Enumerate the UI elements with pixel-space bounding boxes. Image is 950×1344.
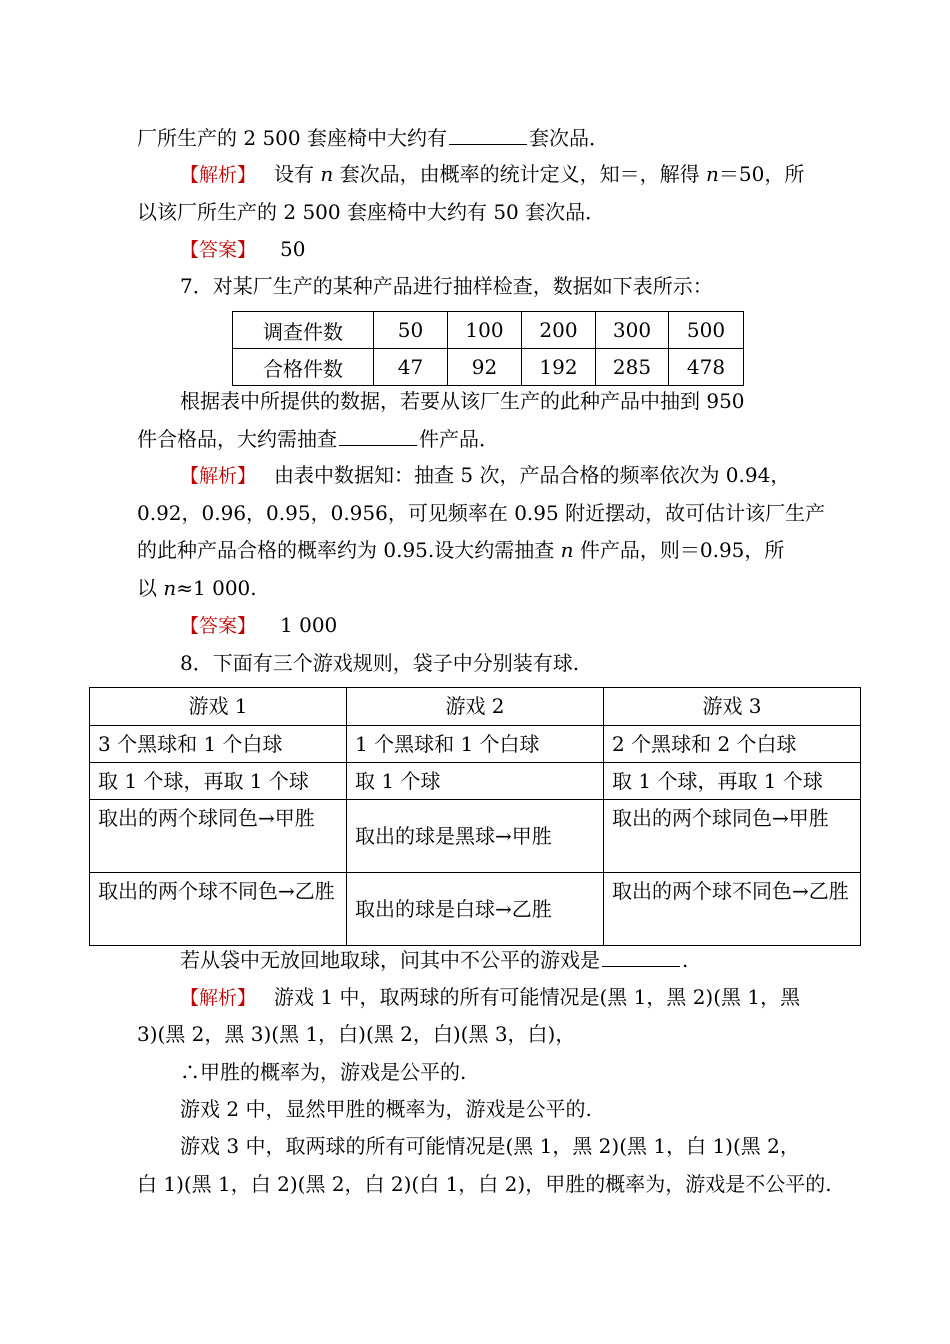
q6-question-text: 厂所生产的 2 500 套座椅中大约有 [137, 126, 447, 150]
table-cell: 100 [448, 312, 522, 349]
table-row-header: 调查件数 [233, 312, 374, 349]
var-n: n [560, 538, 574, 562]
q6-jiexi-line2: 以该厂所生产的 2 500 套座椅中大约有 50 套次品． [137, 200, 606, 224]
q7-jiexi-text: 由表中数据知：抽查 5 次，产品合格的频率依次为 0.94， [274, 463, 791, 487]
table-header: 游戏 1 [90, 688, 347, 726]
q7-jiexi-text-b: ≈1 000. [176, 576, 257, 600]
q7-jiexi-text-a: 的此种产品合格的概率约为 0.95.设大约需抽查 [137, 538, 561, 562]
table-cell: 478 [669, 349, 744, 386]
table-cell: 取 1 个球，再取 1 个球 [90, 763, 347, 800]
q6-question-line [137, 124, 609, 151]
var-n: n [320, 162, 334, 186]
table-cell: 取出的两个球同色→甲胜 [604, 800, 861, 873]
table-cell: 取出的两个球同色→甲胜 [90, 800, 347, 873]
q6-jiexi-line1 [180, 161, 804, 188]
q7-jiexi-text-a: 以 [137, 576, 164, 600]
q6-answer-line [180, 236, 305, 263]
q8-jiexi-line3: ∴甲胜的概率为，游戏是公平的. [180, 1060, 467, 1084]
q8-question [180, 946, 688, 973]
table-cell: 300 [596, 312, 669, 349]
table-header: 游戏 3 [604, 688, 861, 726]
q7-data-table [232, 311, 744, 386]
q7-question-text: 件合格品，大约需抽查 [137, 427, 337, 451]
q7-answer-value: 1 000 [280, 613, 338, 637]
table-cell: 92 [448, 349, 522, 386]
q6-question-end: 套次品． [528, 126, 609, 150]
table-row-header: 合格件数 [233, 349, 374, 386]
table-row [90, 800, 861, 873]
table-row [233, 312, 744, 349]
answer-label: 【答案】 [180, 615, 257, 637]
q7-jiexi-line4 [137, 575, 257, 601]
q8-games-table [89, 687, 861, 946]
table-cell: 50 [374, 312, 448, 349]
table-cell: 取出的球是白球→乙胜 [347, 873, 604, 946]
table-cell: 取出的两个球不同色→乙胜 [90, 873, 347, 946]
q8-stem: 8．下面有三个游戏规则，袋子中分别装有球. [180, 651, 580, 675]
q8-jiexi-line1 [180, 984, 800, 1011]
q7-answer-line [180, 612, 337, 639]
q8-jiexi-line5: 游戏 3 中，取两球的所有可能情况是(黑 1，黑 2)(黑 1，白 1)(黑 2， [180, 1134, 800, 1158]
q8-jiexi-line4: 游戏 2 中，显然甲胜的概率为，游戏是公平的. [180, 1097, 592, 1121]
table-cell: 取出的两个球不同色→乙胜 [604, 873, 861, 946]
q7-jiexi-line3 [137, 537, 784, 563]
table-cell: 500 [669, 312, 744, 349]
q8-jiexi-line2: 3)(黑 2，黑 3)(黑 1，白)(黑 2，白)(黑 3，白)， [137, 1022, 576, 1046]
var-n: n [705, 162, 719, 186]
table-cell: 取出的球是黑球→甲胜 [347, 800, 604, 873]
q7-stem: 7．对某厂生产的某种产品进行抽样检查，数据如下表所示： [180, 274, 713, 298]
table-cell: 47 [374, 349, 448, 386]
jiexi-label: 【解析】 [180, 164, 257, 186]
table-row [90, 763, 861, 800]
q7-jiexi-line1 [180, 462, 790, 489]
q7-question-line2 [137, 425, 499, 452]
jiexi-label: 【解析】 [180, 987, 257, 1009]
q7-question-end: 件产品． [419, 427, 499, 451]
q6-jiexi-text-c: ＝50，所 [718, 162, 805, 186]
q8-question-text: 若从袋中无放回地取球，问其中不公平的游戏是 [180, 948, 600, 972]
table-cell: 1 个黑球和 1 个白球 [347, 726, 604, 763]
answer-label: 【答案】 [180, 239, 257, 261]
q7-jiexi-text-b: 件产品，则＝0.95，所 [573, 538, 785, 562]
table-header: 游戏 2 [347, 688, 604, 726]
table-cell: 取 1 个球 [347, 763, 604, 800]
table-row [233, 349, 744, 386]
table-row [90, 688, 861, 726]
table-cell: 2 个黑球和 2 个白球 [604, 726, 861, 763]
table-row [90, 873, 861, 946]
q8-question-end: . [682, 948, 689, 972]
table-cell: 取 1 个球，再取 1 个球 [604, 763, 861, 800]
q6-jiexi-text-b: 套次品，由概率的统计定义，知＝，解得 [333, 162, 706, 186]
table-cell: 192 [522, 349, 596, 386]
q6-answer-blank [449, 124, 527, 145]
q8-jiexi-line6: 白 1)(黑 1，白 2)(黑 2，白 2)(白 1，白 2)，甲胜的概率为，游戏是不公平的. [137, 1172, 832, 1196]
table-cell: 285 [596, 349, 669, 386]
q6-answer-value: 50 [280, 237, 306, 261]
q7-jiexi-line2: 0.92，0.96，0.95，0.956，可见频率在 0.95 附近摆动，故可估计该厂生产 [137, 501, 826, 525]
q7-question-line1: 根据表中所提供的数据，若要从该厂生产的此种产品中抽到 950 [180, 389, 745, 413]
q8-jiexi-text: 游戏 1 中，取两球的所有可能情况是(黑 1，黑 2)(黑 1，黑 [274, 985, 801, 1009]
q7-answer-blank [339, 425, 417, 446]
var-n: n [163, 576, 177, 600]
jiexi-label: 【解析】 [180, 465, 257, 487]
table-cell: 200 [522, 312, 596, 349]
table-row [90, 726, 861, 763]
q8-answer-blank [602, 946, 680, 967]
table-cell: 3 个黑球和 1 个白球 [90, 726, 347, 763]
q6-jiexi-text-a: 设有 [274, 162, 321, 186]
